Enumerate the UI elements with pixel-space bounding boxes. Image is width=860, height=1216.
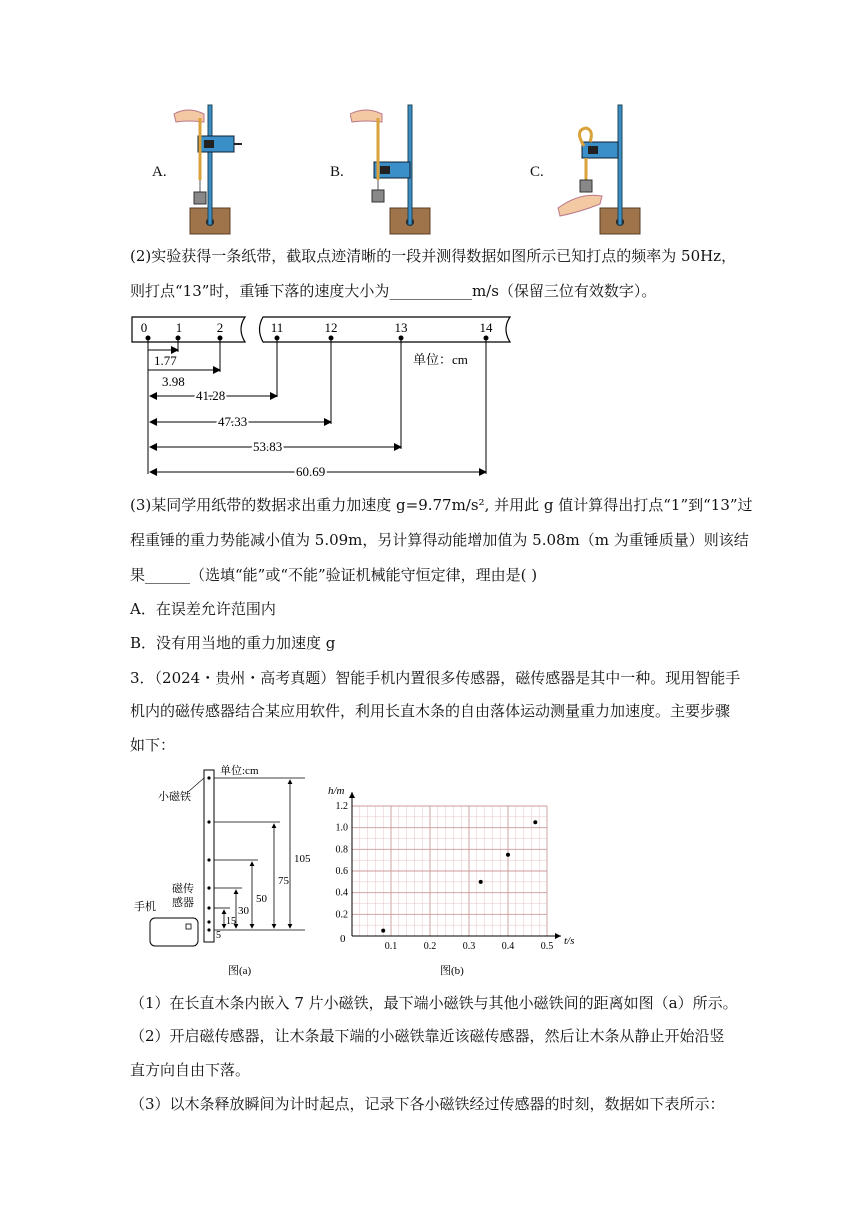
y-tick-label: 1.2 <box>335 801 348 812</box>
chart-grid <box>352 806 547 936</box>
tape-label-11: 11 <box>270 320 284 335</box>
tape-label-0: 0 <box>140 320 148 335</box>
step2-line2: 直方向自由下落。 <box>130 1061 251 1079</box>
fig-a-magnet-label: 小磁铁 <box>158 791 191 803</box>
q3-line1: (3)某同学用纸带的数据求出重力加速度 g=9.77m/s², 并用此 g 值计算得出打点“1”到“13”过 <box>130 496 753 514</box>
tape-label-12: 12 <box>324 320 338 335</box>
chart-origin-label: 0 <box>340 933 346 945</box>
figure-b-chart <box>320 778 595 980</box>
data-point <box>381 929 385 933</box>
tape-distance-2: 3.98 <box>162 374 185 389</box>
q3-line2: 程重锤的重力势能减小值为 5.09m，另计算得动能增加值为 5.08m（m 为重锤质量）则该结 <box>130 531 749 549</box>
x-tick-label: 0.3 <box>462 941 476 952</box>
fig-a-sensor-label-1: 磁传 <box>172 883 194 895</box>
problem3-line3: 如下： <box>130 736 176 754</box>
fig-a-dim-105: 105 <box>294 853 311 865</box>
q2-line2-prefix: 则打点“13”时，重锤下落的速度大小为 <box>130 282 390 300</box>
fig-a-sensor-label-2: 感器 <box>172 897 194 909</box>
y-tick-label: 0.4 <box>335 887 348 899</box>
tape-distance-4: 47.33 <box>218 414 248 429</box>
fig-a-phone-label: 手机 <box>134 901 156 913</box>
stand-c-image <box>550 100 670 235</box>
figure-a-diagram <box>130 762 320 980</box>
fig-a-dim-5: 5 <box>216 930 221 941</box>
q3-option-a: A．在误差允许范围内 <box>130 600 276 618</box>
q3-line3: 果______（选填“能”或“不能”验证机械能守恒定律，理由是( ) <box>130 566 538 584</box>
q2-line1: (2)实验获得一条纸带，截取点迹清晰的一段并测得数据如图所示已知打点的频率为 50Hz， <box>130 247 737 265</box>
tape-distance-3: 41.28 <box>196 388 226 403</box>
problem3-line1: 3．（2024・贵州・高考真题）智能手机内置很多传感器，磁传感器是其中一种。现用智能手 <box>130 669 741 687</box>
q2-line2 <box>130 281 740 301</box>
q3-option-b: B．没有用当地的重力加速度 g <box>130 634 336 652</box>
fig-a-unit: 单位:cm <box>220 765 259 777</box>
tape-unit-label: 单位：cm <box>413 352 468 367</box>
stand-b-image <box>350 100 470 235</box>
chart-y-label: h/m <box>328 785 345 797</box>
tape-distance-6: 60.69 <box>296 464 326 477</box>
q2-answer-blank[interactable]: ___________ <box>389 282 472 300</box>
tape-label-14: 14 <box>479 320 493 335</box>
x-axis-arrow <box>555 933 561 939</box>
fig-a-dim-15: 15 <box>226 916 236 927</box>
stand-a-image <box>170 100 290 235</box>
fig-a-caption: 图(a) <box>228 965 252 977</box>
step2-line1: （2）开启磁传感器，让木条最下端的小磁铁靠近该磁传感器，然后让木条从静止开始沿竖 <box>130 1027 725 1045</box>
data-point <box>479 880 483 884</box>
tape-distance-1: 1.77 <box>154 353 177 368</box>
x-tick-label: 0.4 <box>501 941 515 952</box>
phone-shape <box>150 918 198 946</box>
data-point <box>533 820 537 824</box>
fig-a-dim-50: 50 <box>256 893 267 905</box>
q2-line2-suffix: m/s（保留三位有效数字）。 <box>471 282 657 300</box>
fig-a-dim-30: 30 <box>238 905 249 917</box>
y-axis-arrow <box>349 792 355 798</box>
step3-text: （3）以木条释放瞬间为计时起点，记录下各小磁铁经过传感器的时刻，数据如下表所示： <box>130 1095 725 1113</box>
paper-tape-figure <box>128 312 518 477</box>
option-b-label: B. <box>330 164 344 180</box>
problem3-line2: 机内的磁传感器结合某应用软件，利用长直木条的自由落体运动测量重力加速度。主要步骤 <box>130 702 731 720</box>
data-point <box>506 853 510 857</box>
chart-x-label: t/s <box>564 935 575 947</box>
tape-label-2: 2 <box>216 320 224 335</box>
y-tick-label: 0.2 <box>335 909 348 921</box>
tape-label-13: 13 <box>394 320 408 335</box>
y-tick-label: 0.8 <box>335 844 348 856</box>
tape-label-1: 1 <box>175 320 183 335</box>
tape-distance-5: 53.83 <box>253 439 283 454</box>
chart-axes <box>349 792 561 939</box>
fig-b-caption: 图(b) <box>440 965 464 977</box>
chart-ticks <box>336 801 554 952</box>
y-tick-label: 0.6 <box>335 866 348 877</box>
option-a-label: A. <box>152 164 167 180</box>
chart-points <box>381 820 537 932</box>
x-tick-label: 0.2 <box>423 941 437 952</box>
x-tick-label: 0.5 <box>540 941 554 952</box>
fig-a-dim-75: 75 <box>278 875 289 887</box>
option-c-label: C. <box>530 164 544 180</box>
y-tick-label: 1.0 <box>335 822 348 834</box>
apparatus-figure <box>140 100 660 235</box>
step1-text: （1）在长直木条内嵌入 7 片小磁铁，最下端小磁铁与其他小磁铁间的距离如图（a）所示。 <box>130 994 738 1012</box>
x-tick-label: 0.1 <box>384 941 398 952</box>
